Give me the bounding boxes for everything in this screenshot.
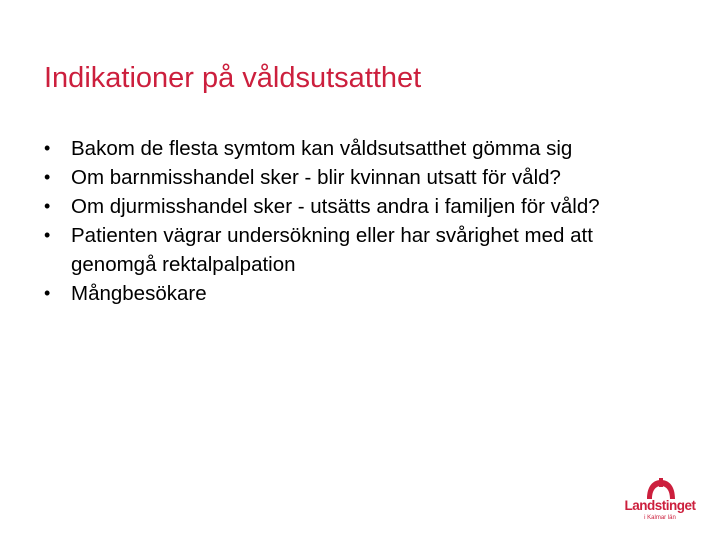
bullet-list (44, 134, 684, 308)
bullet-icon: • (44, 138, 51, 158)
bullet-text: Patienten vägrar undersökning eller har svårighet med att genomgå rektalpalpation (71, 224, 593, 276)
logo-wordmark: Landstinget (624, 498, 696, 513)
logo-crown-icon (645, 478, 677, 500)
bullet-icon: • (44, 196, 51, 216)
bullet-item (44, 279, 684, 308)
bullet-item (44, 192, 684, 221)
landstinget-logo (620, 478, 700, 524)
bullet-icon: • (44, 167, 51, 187)
logo-subtitle: i Kalmar län (644, 515, 676, 521)
bullet-item (44, 163, 684, 192)
bullet-item (44, 134, 684, 163)
slide-title: Indikationer på våldsutsatthet (44, 62, 422, 94)
bullet-icon: • (44, 283, 51, 303)
bullet-item (44, 221, 684, 279)
bullet-text: Om barnmisshandel sker - blir kvinnan utsatt för våld? (71, 166, 561, 189)
bullet-text: Mångbesökare (71, 282, 207, 305)
bullet-text: Bakom de flesta symtom kan våldsutsatthet gömma sig (71, 137, 573, 160)
bullet-icon: • (44, 225, 51, 245)
bullet-text: Om djurmisshandel sker - utsätts andra i familjen för våld? (71, 195, 600, 218)
